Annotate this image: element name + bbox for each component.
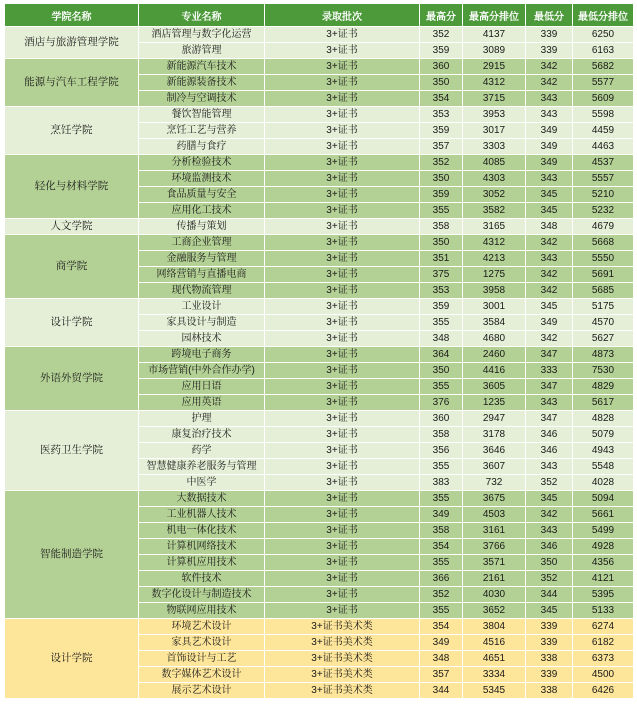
max-score-rank-cell: 3584: [463, 315, 526, 331]
min-score-rank-cell: 4570: [573, 315, 634, 331]
major-name-cell: 应用日语: [139, 379, 265, 395]
max-score-rank-cell: 732: [463, 475, 526, 491]
max-score-cell: 354: [420, 539, 463, 555]
major-name-cell: 展示艺术设计: [139, 683, 265, 699]
major-name-cell: 旅游管理: [139, 43, 265, 59]
admission-batch-cell: 3+证书: [265, 603, 420, 619]
min-score-cell: 352: [526, 571, 573, 587]
major-name-cell: 数字化设计与制造技术: [139, 587, 265, 603]
major-name-cell: 家具艺术设计: [139, 635, 265, 651]
max-score-cell: 355: [420, 603, 463, 619]
college-name-cell: 人文学院: [5, 219, 139, 235]
admission-batch-cell: 3+证书: [265, 411, 420, 427]
admission-score-table: [4, 3, 634, 699]
max-score-rank-cell: 2915: [463, 59, 526, 75]
min-score-rank-cell: 5557: [573, 171, 634, 187]
min-score-rank-cell: 4356: [573, 555, 634, 571]
min-score-cell: 345: [526, 187, 573, 203]
college-name-cell: 轻化与材料学院: [5, 155, 139, 219]
admission-batch-cell: 3+证书: [265, 283, 420, 299]
admission-batch-cell: 3+证书: [265, 59, 420, 75]
max-score-cell: 353: [420, 283, 463, 299]
max-score-rank-cell: 5345: [463, 683, 526, 699]
max-score-rank-cell: 3303: [463, 139, 526, 155]
college-name-cell: 烹饪学院: [5, 107, 139, 155]
major-name-cell: 园林技术: [139, 331, 265, 347]
min-score-cell: 343: [526, 91, 573, 107]
major-name-cell: 应用英语: [139, 395, 265, 411]
max-score-cell: 355: [420, 459, 463, 475]
min-score-rank-cell: 5133: [573, 603, 634, 619]
max-score-rank-cell: 3675: [463, 491, 526, 507]
min-score-cell: 338: [526, 683, 573, 699]
min-score-rank-cell: 6274: [573, 619, 634, 635]
min-score-rank-cell: 4028: [573, 475, 634, 491]
table-row: [5, 235, 634, 251]
table-row: [5, 299, 634, 315]
admission-batch-cell: 3+证书: [265, 331, 420, 347]
min-score-rank-cell: 4679: [573, 219, 634, 235]
major-name-cell: 工业机器人技术: [139, 507, 265, 523]
admission-batch-cell: 3+证书: [265, 475, 420, 491]
admission-batch-cell: 3+证书美术类: [265, 635, 420, 651]
min-score-rank-cell: 6373: [573, 651, 634, 667]
admission-batch-cell: 3+证书: [265, 443, 420, 459]
min-score-rank-cell: 6250: [573, 27, 634, 43]
min-score-rank-cell: 6182: [573, 635, 634, 651]
admission-batch-cell: 3+证书美术类: [265, 651, 420, 667]
max-score-cell: 375: [420, 267, 463, 283]
min-score-rank-cell: 4829: [573, 379, 634, 395]
major-name-cell: 大数据技术: [139, 491, 265, 507]
max-score-cell: 356: [420, 443, 463, 459]
min-score-cell: 350: [526, 555, 573, 571]
admission-batch-cell: 3+证书: [265, 203, 420, 219]
max-score-rank-cell: 3571: [463, 555, 526, 571]
admission-batch-cell: 3+证书: [265, 139, 420, 155]
min-score-cell: 339: [526, 619, 573, 635]
min-score-rank-cell: 4873: [573, 347, 634, 363]
min-score-rank-cell: 5094: [573, 491, 634, 507]
major-name-cell: 软件技术: [139, 571, 265, 587]
max-score-rank-cell: 1235: [463, 395, 526, 411]
min-score-rank-cell: 4459: [573, 123, 634, 139]
min-score-cell: 345: [526, 203, 573, 219]
major-name-cell: 分析检验技术: [139, 155, 265, 171]
major-name-cell: 环境监测技术: [139, 171, 265, 187]
major-name-cell: 智慧健康养老服务与管理: [139, 459, 265, 475]
min-score-rank-cell: 5627: [573, 331, 634, 347]
max-score-cell: 376: [420, 395, 463, 411]
min-score-rank-cell: 6163: [573, 43, 634, 59]
max-score-rank-cell: 4312: [463, 235, 526, 251]
min-score-cell: 347: [526, 411, 573, 427]
major-name-cell: 网络营销与直播电商: [139, 267, 265, 283]
admission-batch-cell: 3+证书美术类: [265, 619, 420, 635]
table-row: [5, 27, 634, 43]
header-min-score: 最低分: [526, 4, 573, 27]
min-score-rank-cell: 4121: [573, 571, 634, 587]
max-score-cell: 383: [420, 475, 463, 491]
min-score-cell: 345: [526, 299, 573, 315]
max-score-rank-cell: 3017: [463, 123, 526, 139]
college-name-cell: 医药卫生学院: [5, 411, 139, 491]
max-score-cell: 355: [420, 203, 463, 219]
min-score-cell: 349: [526, 315, 573, 331]
max-score-rank-cell: 3165: [463, 219, 526, 235]
min-score-rank-cell: 5577: [573, 75, 634, 91]
min-score-rank-cell: 5617: [573, 395, 634, 411]
major-name-cell: 环境艺术设计: [139, 619, 265, 635]
min-score-cell: 339: [526, 27, 573, 43]
min-score-cell: 343: [526, 171, 573, 187]
max-score-cell: 354: [420, 91, 463, 107]
table-row: [5, 619, 634, 635]
max-score-cell: 355: [420, 315, 463, 331]
admission-batch-cell: 3+证书: [265, 427, 420, 443]
min-score-cell: 345: [526, 603, 573, 619]
max-score-cell: 364: [420, 347, 463, 363]
min-score-cell: 347: [526, 379, 573, 395]
major-name-cell: 机电一体化技术: [139, 523, 265, 539]
admission-batch-cell: 3+证书: [265, 555, 420, 571]
min-score-cell: 347: [526, 347, 573, 363]
table-row: [5, 107, 634, 123]
header-batch: 录取批次: [265, 4, 420, 27]
max-score-cell: 349: [420, 635, 463, 651]
major-name-cell: 护理: [139, 411, 265, 427]
min-score-rank-cell: 5609: [573, 91, 634, 107]
max-score-rank-cell: 4303: [463, 171, 526, 187]
min-score-rank-cell: 5175: [573, 299, 634, 315]
min-score-cell: 342: [526, 75, 573, 91]
min-score-cell: 339: [526, 667, 573, 683]
max-score-rank-cell: 4680: [463, 331, 526, 347]
header-min-rank: 最低分排位: [573, 4, 634, 27]
max-score-rank-cell: 4651: [463, 651, 526, 667]
max-score-rank-cell: 4085: [463, 155, 526, 171]
admission-batch-cell: 3+证书: [265, 75, 420, 91]
max-score-cell: 366: [420, 571, 463, 587]
college-name-cell: 智能制造学院: [5, 491, 139, 619]
max-score-rank-cell: 3161: [463, 523, 526, 539]
min-score-rank-cell: 5550: [573, 251, 634, 267]
major-name-cell: 物联网应用技术: [139, 603, 265, 619]
header-max-score: 最高分: [420, 4, 463, 27]
max-score-rank-cell: 3715: [463, 91, 526, 107]
max-score-rank-cell: 3089: [463, 43, 526, 59]
major-name-cell: 药膳与食疗: [139, 139, 265, 155]
min-score-rank-cell: 5685: [573, 283, 634, 299]
max-score-rank-cell: 3607: [463, 459, 526, 475]
admission-batch-cell: 3+证书: [265, 219, 420, 235]
admission-batch-cell: 3+证书: [265, 491, 420, 507]
max-score-rank-cell: 3178: [463, 427, 526, 443]
table-header: [5, 4, 634, 27]
min-score-cell: 346: [526, 427, 573, 443]
major-name-cell: 新能源装备技术: [139, 75, 265, 91]
major-name-cell: 食品质量与安全: [139, 187, 265, 203]
admission-batch-cell: 3+证书: [265, 363, 420, 379]
admission-batch-cell: 3+证书: [265, 27, 420, 43]
admission-batch-cell: 3+证书美术类: [265, 683, 420, 699]
admission-batch-cell: 3+证书: [265, 43, 420, 59]
min-score-cell: 344: [526, 587, 573, 603]
max-score-rank-cell: 2161: [463, 571, 526, 587]
header-major: 专业名称: [139, 4, 265, 27]
major-name-cell: 工业设计: [139, 299, 265, 315]
min-score-rank-cell: 4928: [573, 539, 634, 555]
min-score-cell: 352: [526, 475, 573, 491]
min-score-rank-cell: 5598: [573, 107, 634, 123]
major-name-cell: 烹饪工艺与营养: [139, 123, 265, 139]
max-score-cell: 359: [420, 43, 463, 59]
college-name-cell: 能源与汽车工程学院: [5, 59, 139, 107]
max-score-cell: 350: [420, 171, 463, 187]
major-name-cell: 数字媒体艺术设计: [139, 667, 265, 683]
min-score-cell: 348: [526, 219, 573, 235]
admission-score-table-container: [4, 3, 633, 699]
max-score-rank-cell: 4416: [463, 363, 526, 379]
min-score-cell: 346: [526, 443, 573, 459]
header-max-rank: 最高分排位: [463, 4, 526, 27]
major-name-cell: 中医学: [139, 475, 265, 491]
min-score-cell: 338: [526, 651, 573, 667]
max-score-rank-cell: 1275: [463, 267, 526, 283]
college-name-cell: 外语外贸学院: [5, 347, 139, 411]
header-row: [5, 4, 634, 27]
admission-batch-cell: 3+证书: [265, 379, 420, 395]
major-name-cell: 应用化工技术: [139, 203, 265, 219]
major-name-cell: 工商企业管理: [139, 235, 265, 251]
admission-batch-cell: 3+证书: [265, 267, 420, 283]
max-score-rank-cell: 2460: [463, 347, 526, 363]
min-score-cell: 342: [526, 283, 573, 299]
max-score-cell: 355: [420, 555, 463, 571]
admission-batch-cell: 3+证书: [265, 395, 420, 411]
max-score-cell: 359: [420, 187, 463, 203]
min-score-cell: 333: [526, 363, 573, 379]
max-score-cell: 353: [420, 107, 463, 123]
header-college: 学院名称: [5, 4, 139, 27]
min-score-rank-cell: 6426: [573, 683, 634, 699]
admission-batch-cell: 3+证书: [265, 187, 420, 203]
table-body: [5, 27, 634, 699]
max-score-cell: 350: [420, 363, 463, 379]
max-score-cell: 359: [420, 299, 463, 315]
min-score-rank-cell: 5691: [573, 267, 634, 283]
max-score-cell: 358: [420, 523, 463, 539]
max-score-cell: 357: [420, 139, 463, 155]
min-score-cell: 343: [526, 523, 573, 539]
min-score-rank-cell: 4500: [573, 667, 634, 683]
admission-batch-cell: 3+证书: [265, 123, 420, 139]
admission-batch-cell: 3+证书: [265, 587, 420, 603]
major-name-cell: 康复治疗技术: [139, 427, 265, 443]
table-row: [5, 491, 634, 507]
min-score-cell: 342: [526, 59, 573, 75]
min-score-cell: 346: [526, 539, 573, 555]
admission-batch-cell: 3+证书: [265, 347, 420, 363]
major-name-cell: 现代物流管理: [139, 283, 265, 299]
max-score-cell: 358: [420, 219, 463, 235]
min-score-rank-cell: 5395: [573, 587, 634, 603]
admission-batch-cell: 3+证书: [265, 539, 420, 555]
max-score-cell: 360: [420, 411, 463, 427]
admission-batch-cell: 3+证书: [265, 235, 420, 251]
min-score-cell: 339: [526, 635, 573, 651]
min-score-rank-cell: 4463: [573, 139, 634, 155]
table-row: [5, 411, 634, 427]
min-score-cell: 342: [526, 235, 573, 251]
max-score-cell: 352: [420, 587, 463, 603]
max-score-cell: 358: [420, 427, 463, 443]
max-score-rank-cell: 4516: [463, 635, 526, 651]
major-name-cell: 计算机网络技术: [139, 539, 265, 555]
major-name-cell: 首饰设计与工艺: [139, 651, 265, 667]
min-score-cell: 349: [526, 155, 573, 171]
admission-batch-cell: 3+证书: [265, 251, 420, 267]
max-score-rank-cell: 4213: [463, 251, 526, 267]
admission-batch-cell: 3+证书: [265, 107, 420, 123]
college-name-cell: 设计学院: [5, 299, 139, 347]
max-score-cell: 352: [420, 27, 463, 43]
min-score-cell: 343: [526, 107, 573, 123]
max-score-cell: 355: [420, 379, 463, 395]
min-score-cell: 342: [526, 331, 573, 347]
min-score-rank-cell: 4537: [573, 155, 634, 171]
max-score-cell: 350: [420, 75, 463, 91]
major-name-cell: 餐饮智能管理: [139, 107, 265, 123]
max-score-cell: 349: [420, 507, 463, 523]
max-score-cell: 344: [420, 683, 463, 699]
admission-batch-cell: 3+证书: [265, 315, 420, 331]
max-score-cell: 359: [420, 123, 463, 139]
max-score-cell: 348: [420, 331, 463, 347]
min-score-cell: 342: [526, 507, 573, 523]
college-name-cell: 酒店与旅游管理学院: [5, 27, 139, 59]
major-name-cell: 制冷与空调技术: [139, 91, 265, 107]
min-score-cell: 343: [526, 459, 573, 475]
min-score-rank-cell: 5210: [573, 187, 634, 203]
min-score-cell: 345: [526, 491, 573, 507]
min-score-rank-cell: 5548: [573, 459, 634, 475]
max-score-rank-cell: 4503: [463, 507, 526, 523]
max-score-rank-cell: 3958: [463, 283, 526, 299]
major-name-cell: 金融服务与管理: [139, 251, 265, 267]
max-score-rank-cell: 2947: [463, 411, 526, 427]
min-score-cell: 339: [526, 43, 573, 59]
max-score-cell: 357: [420, 667, 463, 683]
max-score-rank-cell: 4030: [463, 587, 526, 603]
table-row: [5, 347, 634, 363]
min-score-rank-cell: 5079: [573, 427, 634, 443]
max-score-rank-cell: 3646: [463, 443, 526, 459]
college-name-cell: 商学院: [5, 235, 139, 299]
major-name-cell: 市场营销(中外合作办学): [139, 363, 265, 379]
major-name-cell: 新能源汽车技术: [139, 59, 265, 75]
min-score-rank-cell: 4828: [573, 411, 634, 427]
max-score-cell: 360: [420, 59, 463, 75]
max-score-cell: 355: [420, 491, 463, 507]
max-score-rank-cell: 4137: [463, 27, 526, 43]
college-name-cell: 设计学院: [5, 619, 139, 699]
admission-batch-cell: 3+证书: [265, 571, 420, 587]
major-name-cell: 酒店管理与数字化运营: [139, 27, 265, 43]
admission-batch-cell: 3+证书: [265, 91, 420, 107]
admission-batch-cell: 3+证书: [265, 155, 420, 171]
min-score-cell: 349: [526, 139, 573, 155]
table-row: [5, 155, 634, 171]
admission-batch-cell: 3+证书: [265, 507, 420, 523]
major-name-cell: 家具设计与制造: [139, 315, 265, 331]
min-score-cell: 349: [526, 123, 573, 139]
min-score-rank-cell: 5232: [573, 203, 634, 219]
major-name-cell: 计算机应用技术: [139, 555, 265, 571]
min-score-rank-cell: 5661: [573, 507, 634, 523]
max-score-rank-cell: 3605: [463, 379, 526, 395]
admission-batch-cell: 3+证书美术类: [265, 667, 420, 683]
max-score-cell: 348: [420, 651, 463, 667]
max-score-rank-cell: 4312: [463, 75, 526, 91]
min-score-rank-cell: 7530: [573, 363, 634, 379]
max-score-rank-cell: 3052: [463, 187, 526, 203]
min-score-rank-cell: 5682: [573, 59, 634, 75]
table-row: [5, 219, 634, 235]
max-score-rank-cell: 3804: [463, 619, 526, 635]
max-score-cell: 352: [420, 155, 463, 171]
admission-batch-cell: 3+证书: [265, 459, 420, 475]
max-score-rank-cell: 3652: [463, 603, 526, 619]
max-score-cell: 351: [420, 251, 463, 267]
max-score-rank-cell: 3766: [463, 539, 526, 555]
max-score-rank-cell: 3953: [463, 107, 526, 123]
min-score-rank-cell: 5668: [573, 235, 634, 251]
major-name-cell: 传播与策划: [139, 219, 265, 235]
major-name-cell: 药学: [139, 443, 265, 459]
max-score-rank-cell: 3334: [463, 667, 526, 683]
min-score-cell: 343: [526, 251, 573, 267]
min-score-rank-cell: 4943: [573, 443, 634, 459]
admission-batch-cell: 3+证书: [265, 299, 420, 315]
max-score-rank-cell: 3001: [463, 299, 526, 315]
admission-batch-cell: 3+证书: [265, 171, 420, 187]
major-name-cell: 跨境电子商务: [139, 347, 265, 363]
min-score-cell: 343: [526, 395, 573, 411]
max-score-cell: 350: [420, 235, 463, 251]
table-row: [5, 59, 634, 75]
min-score-cell: 342: [526, 267, 573, 283]
admission-batch-cell: 3+证书: [265, 523, 420, 539]
min-score-rank-cell: 5499: [573, 523, 634, 539]
max-score-cell: 354: [420, 619, 463, 635]
max-score-rank-cell: 3582: [463, 203, 526, 219]
